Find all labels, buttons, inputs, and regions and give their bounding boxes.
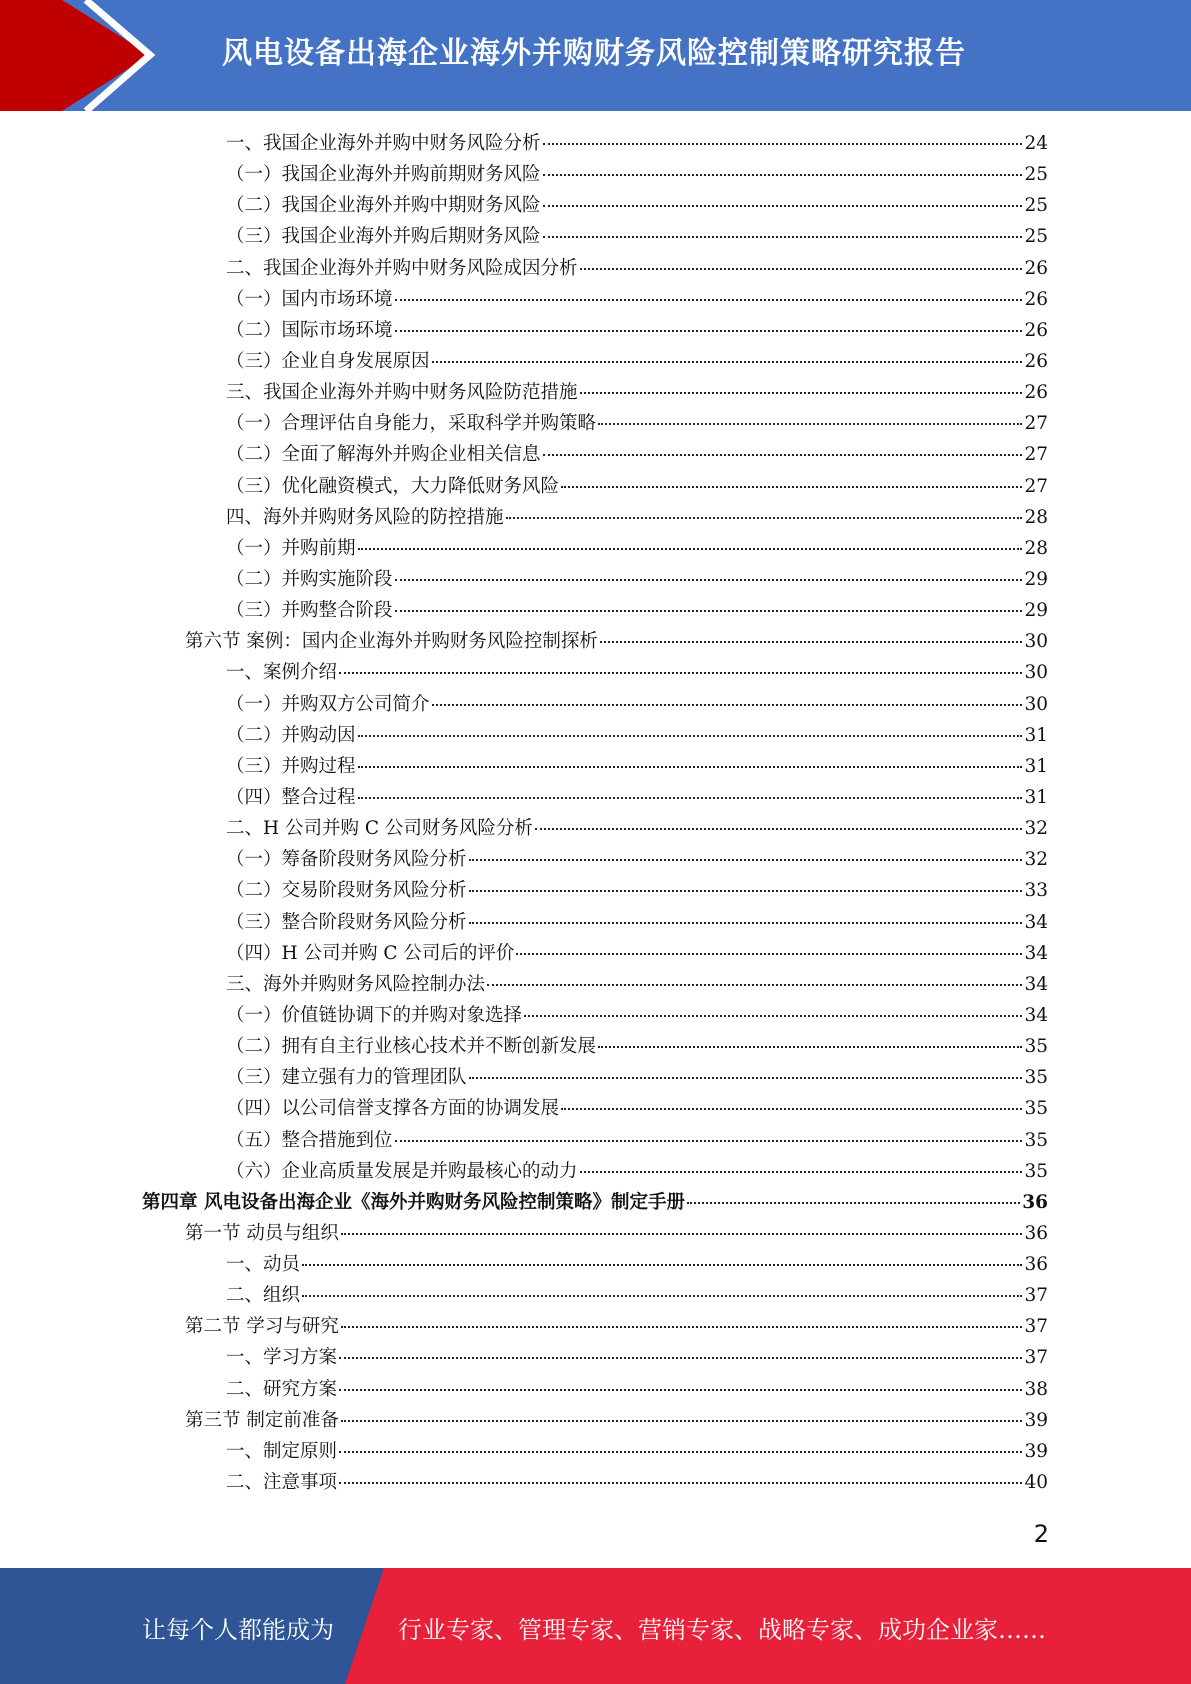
toc-entry[interactable]: [142, 533, 1048, 564]
toc-dot-leader: [341, 1326, 1023, 1328]
toc-entry-title: （二）我国企业海外并购中期财务风险: [226, 195, 541, 217]
toc-entry-title: 第三节 制定前准备: [185, 1409, 339, 1431]
toc-entry-title: （一）筹备阶段财务风险分析: [226, 849, 467, 871]
toc-entry[interactable]: [142, 1000, 1048, 1031]
toc-entry[interactable]: [142, 626, 1048, 657]
toc-dot-leader: [600, 641, 1023, 643]
toc-entry[interactable]: [142, 720, 1048, 751]
toc-entry-page: 36: [1024, 1222, 1048, 1244]
toc-entry-page: 35: [1024, 1067, 1048, 1089]
toc-entry[interactable]: [142, 1031, 1048, 1062]
toc-entry-page: 28: [1024, 506, 1048, 528]
page-number: 2: [1033, 1520, 1049, 1548]
toc-entry-title: （二）交易阶段财务风险分析: [226, 880, 467, 902]
toc-entry-title: （一）合理评估自身能力，采取科学并购策略: [226, 413, 597, 435]
toc-entry-page: 31: [1024, 755, 1048, 777]
toc-entry-title: 一、动员: [226, 1254, 301, 1276]
toc-entry-title: （三）企业自身发展原因: [226, 350, 430, 372]
toc-dot-leader: [535, 828, 1023, 830]
toc-dot-leader: [487, 984, 1022, 986]
footer-slogan-right: 行业专家、管理专家、营销专家、战略专家、成功企业家……: [398, 1616, 1046, 1644]
toc-entry[interactable]: [142, 564, 1048, 595]
toc-entry[interactable]: [142, 875, 1048, 906]
toc-entry[interactable]: [142, 1125, 1048, 1156]
toc-entry-title: 四、海外并购财务风险的防控措施: [226, 506, 504, 528]
toc-entry-page: 36: [1022, 1191, 1048, 1213]
toc-entry[interactable]: [142, 1156, 1048, 1187]
toc-dot-leader: [395, 299, 1023, 301]
toc-entry-title: （二）拥有自主行业核心技术并不断创新发展: [226, 1036, 597, 1058]
toc-entry[interactable]: [142, 657, 1048, 688]
toc-entry[interactable]: [142, 1374, 1048, 1405]
toc-entry-title: 三、我国企业海外并购中财务风险防范措施: [226, 382, 578, 404]
toc-entry-page: 37: [1024, 1285, 1048, 1307]
toc-entry[interactable]: [142, 471, 1048, 502]
toc-entry-page: 35: [1024, 1129, 1048, 1151]
toc-entry-title: （三）整合阶段财务风险分析: [226, 911, 467, 933]
toc-dot-leader: [580, 392, 1023, 394]
toc-dot-leader: [469, 1077, 1023, 1079]
toc-entry-page: 37: [1024, 1347, 1048, 1369]
toc-dot-leader: [598, 1046, 1022, 1048]
toc-dot-leader: [341, 1233, 1023, 1235]
toc-entry-page: 34: [1024, 1004, 1048, 1026]
toc-dot-leader: [580, 1171, 1023, 1173]
toc-dot-leader: [561, 486, 1022, 488]
toc-entry-title: （三）并购过程: [226, 755, 356, 777]
toc-entry-title: （三）并购整合阶段: [226, 600, 393, 622]
toc-entry[interactable]: [142, 689, 1048, 720]
report-title: 风电设备出海企业海外并购财务风险控制策略研究报告: [222, 36, 966, 71]
toc-entry-page: 34: [1024, 911, 1048, 933]
toc-dot-leader: [339, 1482, 1022, 1484]
toc-entry[interactable]: [142, 408, 1048, 439]
toc-dot-leader: [358, 797, 1023, 799]
toc-entry[interactable]: [142, 284, 1048, 315]
toc-entry[interactable]: [142, 1218, 1048, 1249]
toc-entry-page: 33: [1024, 880, 1048, 902]
toc-entry-page: 25: [1024, 164, 1048, 186]
toc-entry-title: 第二节 学习与研究: [185, 1316, 339, 1338]
toc-dot-leader: [580, 268, 1023, 270]
toc-entry-title: （三）优化融资模式，大力降低财务风险: [226, 475, 560, 497]
toc-entry-title: （三）我国企业海外并购后期财务风险: [226, 226, 541, 248]
toc-entry[interactable]: [142, 346, 1048, 377]
toc-entry[interactable]: [142, 782, 1048, 813]
header-banner: [0, 0, 1191, 111]
toc-dot-leader: [395, 579, 1023, 581]
toc-entry-page: 26: [1024, 382, 1048, 404]
toc-dot-leader: [598, 423, 1022, 425]
toc-dot-leader: [506, 517, 1023, 519]
toc-entry-title: （四）以公司信誉支撑各方面的协调发展: [226, 1098, 560, 1120]
toc-entry-title: 二、H 公司并购 C 公司财务风险分析: [226, 818, 533, 840]
toc-entry[interactable]: [142, 813, 1048, 844]
toc-entry-page: 39: [1024, 1409, 1048, 1431]
toc-entry[interactable]: [142, 315, 1048, 346]
toc-entry-title: 第四章 风电设备出海企业《海外并购财务风险控制策略》制定手册: [142, 1191, 685, 1213]
toc-dot-leader: [524, 1015, 1022, 1017]
toc-dot-leader: [432, 704, 1023, 706]
toc-entry-page: 35: [1024, 1036, 1048, 1058]
toc-entry-page: 27: [1024, 475, 1048, 497]
toc-dot-leader: [339, 1389, 1022, 1391]
toc-dot-leader: [302, 1295, 1022, 1297]
toc-entry-title: （一）价值链协调下的并购对象选择: [226, 1004, 523, 1026]
toc-entry[interactable]: [142, 1436, 1048, 1467]
toc-dot-leader: [339, 672, 1022, 674]
toc-dot-leader: [469, 859, 1023, 861]
footer-slogan-left: 让每个人都能成为: [142, 1616, 334, 1644]
table-of-contents: [142, 128, 1048, 1498]
toc-entry-title: 第一节 动员与组织: [185, 1222, 339, 1244]
toc-entry[interactable]: [142, 1187, 1048, 1218]
toc-entry-title: （二）国际市场环境: [226, 319, 393, 341]
toc-entry-page: 25: [1024, 195, 1048, 217]
toc-entry-title: 一、制定原则: [226, 1440, 338, 1462]
toc-entry-title: （六）企业高质量发展是并购最核心的动力: [226, 1160, 578, 1182]
toc-entry-page: 26: [1024, 350, 1048, 372]
toc-entry-title: 一、案例介绍: [226, 662, 338, 684]
toc-entry-title: （四）整合过程: [226, 786, 356, 808]
toc-entry[interactable]: [142, 969, 1048, 1000]
toc-entry-page: 31: [1024, 786, 1048, 808]
toc-dot-leader: [561, 1108, 1022, 1110]
toc-entry-page: 38: [1024, 1378, 1048, 1400]
toc-entry[interactable]: [142, 128, 1048, 159]
toc-entry-title: 二、研究方案: [226, 1378, 338, 1400]
toc-entry-page: 24: [1024, 133, 1048, 154]
toc-entry-title: （一）并购双方公司简介: [226, 693, 430, 715]
toc-dot-leader: [358, 548, 1023, 550]
toc-entry-page: 27: [1024, 444, 1048, 466]
toc-entry-page: 30: [1024, 631, 1048, 653]
toc-entry-title: （二）并购实施阶段: [226, 568, 393, 590]
toc-entry[interactable]: [142, 439, 1048, 470]
toc-dot-leader: [339, 1451, 1022, 1453]
toc-dot-leader: [687, 1202, 1020, 1204]
toc-entry[interactable]: [142, 938, 1048, 969]
toc-entry-page: 32: [1024, 849, 1048, 871]
toc-entry-title: 二、组织: [226, 1285, 301, 1307]
toc-dot-leader: [302, 1264, 1022, 1266]
toc-entry-page: 26: [1024, 257, 1048, 279]
toc-entry-page: 40: [1024, 1472, 1048, 1494]
toc-dot-leader: [543, 143, 1023, 145]
toc-dot-leader: [395, 1140, 1023, 1142]
toc-entry[interactable]: [142, 1249, 1048, 1280]
toc-entry[interactable]: [142, 907, 1048, 938]
toc-entry[interactable]: [142, 1405, 1048, 1436]
toc-entry[interactable]: [142, 221, 1048, 252]
toc-entry-page: 31: [1024, 724, 1048, 746]
toc-entry-title: 二、注意事项: [226, 1472, 338, 1494]
footer-banner: [0, 1568, 1191, 1684]
toc-entry-title: （一）我国企业海外并购前期财务风险: [226, 164, 541, 186]
toc-entry-page: 26: [1024, 288, 1048, 310]
toc-entry-title: （五）整合措施到位: [226, 1129, 393, 1151]
toc-entry-title: 一、我国企业海外并购中财务风险分析: [226, 133, 541, 154]
toc-entry-page: 34: [1024, 942, 1048, 964]
toc-entry[interactable]: [142, 1342, 1048, 1373]
toc-dot-leader: [469, 890, 1023, 892]
toc-entry-page: 29: [1024, 600, 1048, 622]
toc-dot-leader: [469, 922, 1023, 924]
toc-entry[interactable]: [142, 844, 1048, 875]
toc-entry-title: （四）H 公司并购 C 公司后的评价: [226, 942, 515, 964]
toc-entry-title: 一、学习方案: [226, 1347, 338, 1369]
toc-entry[interactable]: [142, 751, 1048, 782]
toc-entry-title: （一）并购前期: [226, 537, 356, 559]
toc-dot-leader: [543, 454, 1023, 456]
toc-dot-leader: [543, 236, 1023, 238]
toc-entry[interactable]: [142, 1093, 1048, 1124]
header-red-arrow: [0, 0, 150, 111]
toc-dot-leader: [339, 1357, 1022, 1359]
toc-entry-title: （一）国内市场环境: [226, 288, 393, 310]
toc-dot-leader: [358, 735, 1023, 737]
toc-entry[interactable]: [142, 1311, 1048, 1342]
toc-entry[interactable]: [142, 502, 1048, 533]
toc-dot-leader: [395, 610, 1023, 612]
toc-entry-page: 25: [1024, 226, 1048, 248]
toc-entry-title: （二）全面了解海外并购企业相关信息: [226, 444, 541, 466]
toc-dot-leader: [516, 953, 1022, 955]
toc-dot-leader: [543, 205, 1023, 207]
toc-entry-title: 第六节 案例：国内企业海外并购财务风险控制探析: [185, 631, 598, 653]
toc-entry[interactable]: [142, 253, 1048, 284]
toc-dot-leader: [358, 766, 1023, 768]
toc-entry-page: 34: [1024, 973, 1048, 995]
toc-entry-title: 二、我国企业海外并购中财务风险成因分析: [226, 257, 578, 279]
toc-entry-page: 37: [1024, 1316, 1048, 1338]
toc-entry-page: 32: [1024, 818, 1048, 840]
toc-entry-page: 35: [1024, 1160, 1048, 1182]
toc-entry-page: 39: [1024, 1440, 1048, 1462]
toc-entry-page: 35: [1024, 1098, 1048, 1120]
toc-entry-page: 36: [1024, 1254, 1048, 1276]
toc-entry[interactable]: [142, 1062, 1048, 1093]
toc-entry-title: （二）并购动因: [226, 724, 356, 746]
toc-entry-title: （三）建立强有力的管理团队: [226, 1067, 467, 1089]
toc-entry[interactable]: [142, 1280, 1048, 1311]
toc-entry-page: 30: [1024, 662, 1048, 684]
toc-dot-leader: [341, 1420, 1023, 1422]
toc-dot-leader: [543, 174, 1023, 176]
toc-entry[interactable]: [142, 190, 1048, 221]
toc-entry-title: 三、海外并购财务风险控制办法: [226, 973, 486, 995]
toc-entry[interactable]: [142, 1467, 1048, 1498]
toc-entry-page: 28: [1024, 537, 1048, 559]
toc-entry-page: 29: [1024, 568, 1048, 590]
toc-entry[interactable]: [142, 159, 1048, 190]
toc-dot-leader: [395, 330, 1023, 332]
toc-entry-page: 26: [1024, 319, 1048, 341]
toc-entry-page: 27: [1024, 413, 1048, 435]
toc-entry[interactable]: [142, 595, 1048, 626]
toc-entry[interactable]: [142, 377, 1048, 408]
toc-entry-page: 30: [1024, 693, 1048, 715]
toc-dot-leader: [432, 361, 1023, 363]
